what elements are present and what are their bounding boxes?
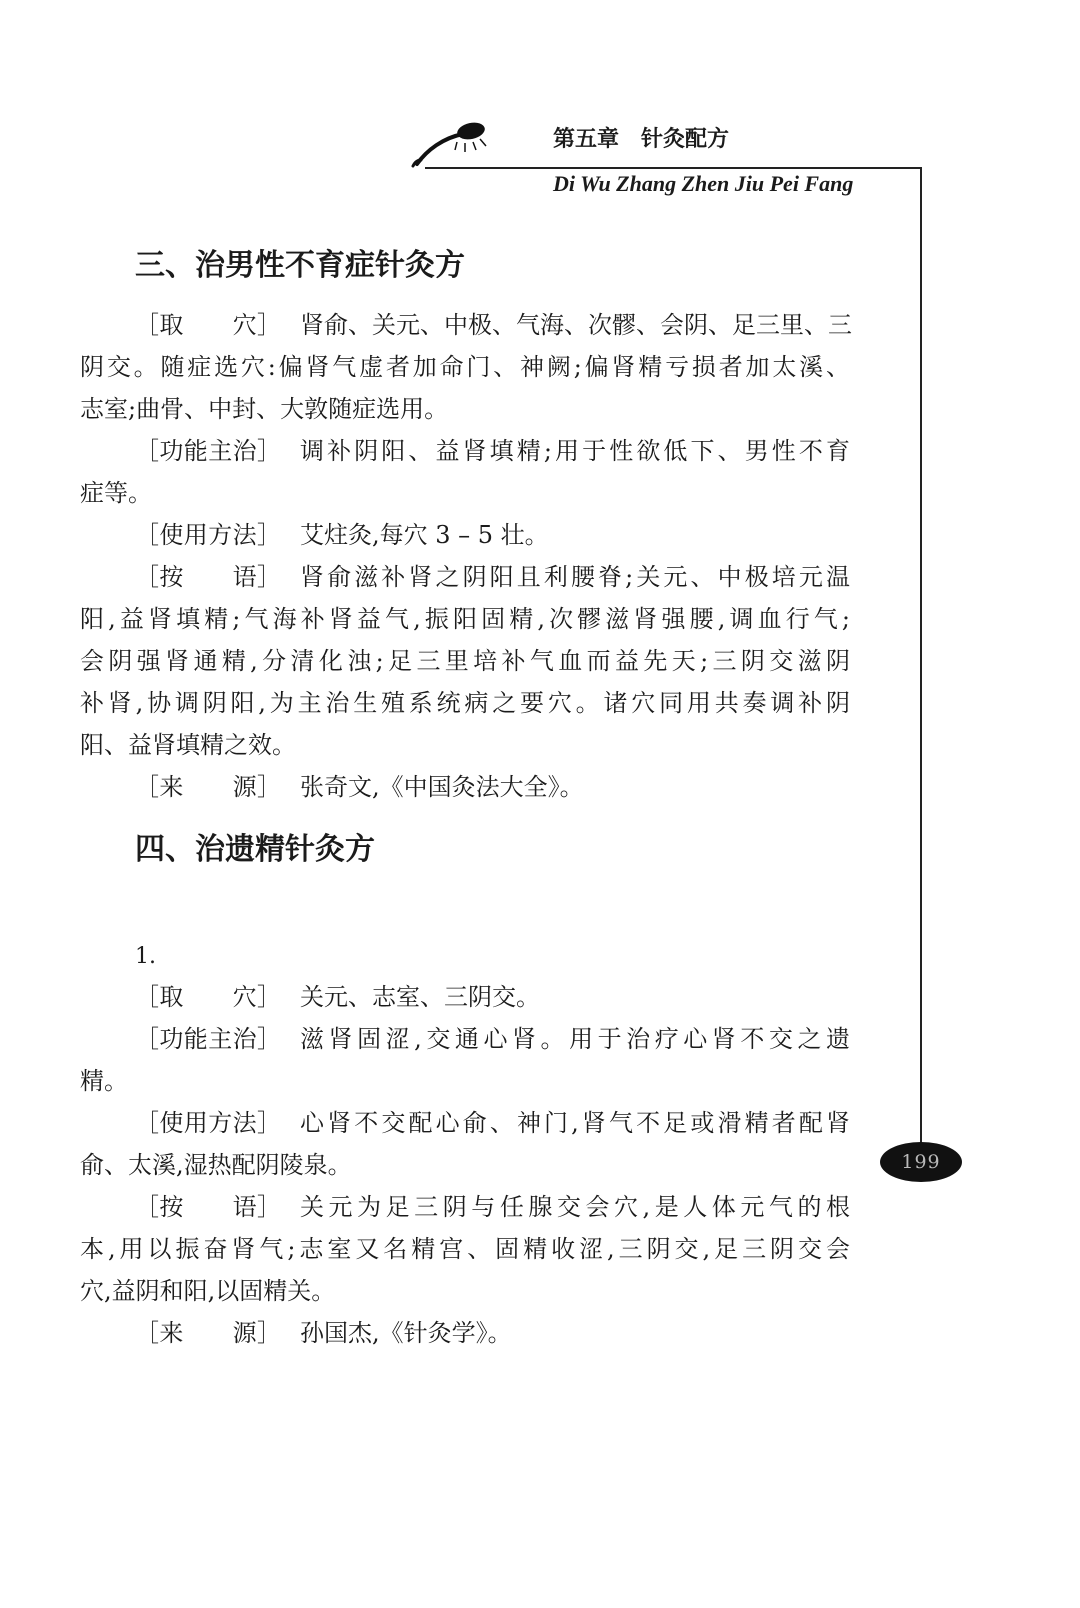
entry-acupoints <box>80 304 850 346</box>
entry-text: 穴,益阴和阳,以固精关。 <box>80 1277 336 1305</box>
entry-text: 补肾,协调阴阳,为主治生殖系统病之要穴。诸穴同用共奏调补阴 <box>80 689 850 717</box>
entry-indications <box>80 1018 850 1060</box>
entry-text: 阳,益肾填精;气海补肾益气,振阳固精,次髎滋肾强腰,调血行气; <box>80 605 850 633</box>
entry-commentary <box>80 556 850 598</box>
entry-indications <box>80 430 850 472</box>
entry-label: ［来 源］ <box>135 773 281 801</box>
entry-text: 阳、益肾填精之效。 <box>80 731 296 759</box>
entry-text: 艾炷灸,每穴 3 – 5 壮。 <box>300 521 549 549</box>
entry-text: 症等。 <box>80 479 152 507</box>
entry-label: ［使用方法］ <box>135 1109 281 1137</box>
entry-text: 阴交。随症选穴:偏肾气虚者加命门、神阙;偏肾精亏损者加太溪、 <box>80 353 850 381</box>
side-rule <box>920 167 922 1143</box>
entry-text: 滋肾固涩,交通心肾。用于治疗心肾不交之遗 <box>300 1025 850 1053</box>
entry-text: 心肾不交配心俞、神门,肾气不足或滑精者配肾 <box>300 1109 850 1137</box>
entry-text: 关元、志室、三阴交。 <box>300 983 540 1011</box>
section-body <box>80 976 850 1354</box>
entry-text: 会阴强肾通精,分清化浊;足三里培补气血而益先天;三阴交滋阴 <box>80 647 850 675</box>
entry-source <box>80 766 850 808</box>
chapter-title: 第五章 针灸配方 <box>553 127 730 152</box>
entry-commentary <box>80 1186 850 1228</box>
entry-text: 调补阴阳、益肾填精;用于性欲低下、男性不育 <box>300 437 850 465</box>
entry-usage <box>80 1102 850 1144</box>
item-number-row <box>80 936 850 978</box>
header-rule <box>425 167 922 169</box>
entry-text: 肾俞滋补肾之阴阳且利腰脊;关元、中极培元温 <box>300 563 850 591</box>
section-heading <box>80 829 850 871</box>
entry-text: 肾俞、关元、中极、气海、次髎、会阴、足三里、三 <box>300 311 852 339</box>
entry-usage <box>80 514 850 556</box>
entry-label: ［取 穴］ <box>135 983 281 1011</box>
entry-text: 精。 <box>80 1067 128 1095</box>
entry-label: ［功能主治］ <box>135 1025 281 1053</box>
entry-text: 志室;曲骨、中封、大敦随症选用。 <box>80 395 449 423</box>
section-title: 三、治男性不育症针灸方 <box>135 248 465 283</box>
entry-label: ［功能主治］ <box>135 437 281 465</box>
entry-text: 俞、太溪,湿热配阴陵泉。 <box>80 1151 352 1179</box>
entry-source <box>80 1312 850 1354</box>
entry-text: 本,用以振奋肾气;志室又名精宫、固精收涩,三阴交,足三阴交会 <box>80 1235 850 1263</box>
entry-label: ［按 语］ <box>135 563 281 591</box>
entry-text: 关元为足三阴与任腺交会穴,是人体元气的根 <box>300 1193 850 1221</box>
entry-label: ［按 语］ <box>135 1193 281 1221</box>
entry-label: ［取 穴］ <box>135 311 281 339</box>
item-number: 1. <box>135 944 156 969</box>
entry-text: 孙国杰,《针灸学》。 <box>300 1319 512 1347</box>
chapter-pinyin: Di Wu Zhang Zhen Jiu Pei Fang <box>553 171 854 196</box>
section-body <box>80 304 850 808</box>
entry-acupoints <box>80 976 850 1018</box>
entry-text: 张奇文,《中国灸法大全》。 <box>300 773 584 801</box>
section-heading <box>80 245 850 287</box>
entry-label: ［使用方法］ <box>135 521 281 549</box>
section-title: 四、治遗精针灸方 <box>135 832 375 867</box>
page-number: 199 <box>880 1142 962 1182</box>
lamp-icon <box>405 116 505 174</box>
entry-label: ［来 源］ <box>135 1319 281 1347</box>
